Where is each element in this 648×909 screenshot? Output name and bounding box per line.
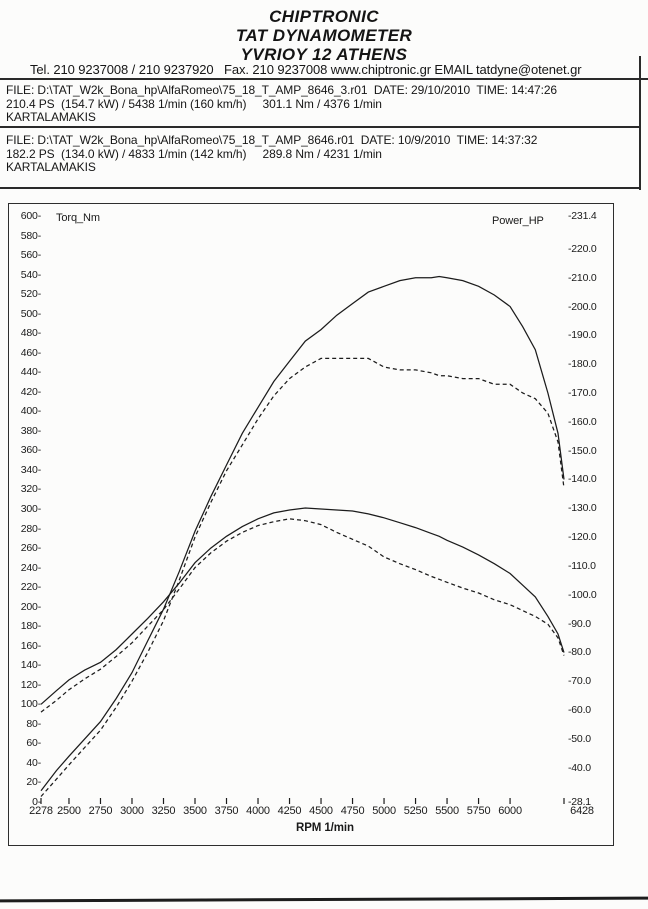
run1-result-line: 210.4 PS (154.7 kW) / 5438 1/min (160 km/h) 301.1 Nm / 4376 1/min [6, 97, 382, 111]
run2-operator: KARTALAMAKIS [6, 161, 96, 174]
y-left-tick-label: 420- [20, 385, 41, 398]
x-axis-tick-label: 3000 [120, 805, 144, 817]
x-axis-tick-label: 4250 [277, 805, 302, 817]
y-left-tick-label: 600- [20, 210, 41, 222]
torque-curve-dashed-run2 [41, 519, 564, 712]
y-left-tick-label: 280- [20, 522, 41, 535]
company-name: CHIPTRONIC [269, 7, 379, 26]
dyno-title: TAT DYNAMOMETER [235, 26, 413, 45]
y-left-tick-label: 480- [20, 327, 41, 340]
y-right-tick-label: -70.0 [568, 675, 591, 688]
y-left-tick-label: 320- [20, 483, 41, 496]
contact-line: Tel. 210 9237008 / 210 9237920 Fax. 210 9237008 www.chiptronic.gr EMAIL tatdyne@otenet.gr [30, 62, 582, 77]
x-axis-tick-label: 2500 [57, 805, 81, 817]
y-right-tick-label: -90.0 [568, 617, 591, 630]
y-right-tick-label: -160.0 [568, 415, 597, 428]
y-left-tick-label: 580- [20, 229, 41, 242]
x-axis-title: RPM 1/min [296, 822, 354, 834]
x-axis-tick-label: 6428 [570, 805, 594, 817]
y-right-tick-label: -200.0 [568, 300, 597, 313]
y-left-tick-label: 200- [20, 600, 41, 613]
y-left-tick-label: 300- [20, 503, 41, 515]
power-curve-dashed-run2 [41, 358, 564, 796]
x-axis-tick-label: 3750 [214, 805, 239, 817]
y-left-tick-label: 0- [32, 796, 41, 808]
y-left-tick-label: 260- [20, 542, 41, 555]
run1-operator: KARTALAMAKIS [6, 111, 96, 124]
y-right-tick-label: -120.0 [568, 531, 597, 544]
y-left-tick-label: 340- [20, 463, 41, 476]
y-right-tick-label: -150.0 [568, 444, 597, 457]
power-curve-solid-run1 [41, 277, 564, 791]
run2-result-line: 182.2 PS (134.0 kW) / 4833 1/min (142 km/h) 289.8 Nm / 4231 1/min [6, 147, 382, 161]
y-right-tick-label: -130.0 [568, 502, 597, 515]
y-left-tick-label: 540- [20, 268, 41, 281]
y-right-tick-label: -28.1 [568, 796, 591, 808]
y-left-tick-label: 60- [26, 737, 41, 750]
x-axis-tick-label: 5250 [403, 805, 428, 817]
run2-info-block [6, 134, 642, 175]
y-right-tick-label: -50.0 [568, 732, 591, 745]
y-left-tick-label: 40- [26, 756, 41, 769]
y-left-tick-label: 240- [20, 561, 41, 574]
run1-info-block [6, 84, 642, 125]
page-bottom-scan-line [0, 897, 648, 902]
divider-under-contact [0, 78, 648, 80]
y-left-tick-label: 500- [20, 307, 41, 320]
y-left-tick-label: 140- [20, 659, 41, 672]
x-axis-tick-label: 4500 [309, 805, 333, 817]
y-left-tick-label: 100- [20, 698, 41, 711]
y-right-tick-label: -210.0 [568, 271, 597, 284]
y-right-tick-label: -220.0 [568, 242, 597, 255]
x-axis-tick-label: 3250 [151, 805, 176, 817]
address-line: YVRIOY 12 ATHENS [240, 45, 408, 64]
y-left-tick-label: 80- [26, 717, 41, 730]
y-left-tick-label: 400- [20, 405, 41, 418]
y-right-tick-label: -231.4 [568, 210, 597, 222]
x-axis-tick-label: 5500 [435, 805, 459, 817]
x-axis-tick-label: 4000 [246, 805, 270, 817]
y-left-tick-label: 160- [20, 639, 41, 652]
chart-area [8, 203, 614, 846]
x-axis-tick-label: 5000 [372, 805, 396, 817]
y-right-tick-label: -80.0 [568, 646, 591, 659]
divider-under-run1 [0, 126, 641, 128]
x-axis-tick-label: 5750 [466, 805, 491, 817]
y-right-axis-title: Power_HP [492, 215, 544, 227]
y-left-tick-label: 380- [20, 424, 41, 437]
y-right-tick-label: -60.0 [568, 704, 591, 717]
y-left-tick-label: 220- [20, 581, 41, 594]
x-axis-tick-label: 2278 [29, 805, 53, 817]
y-right-tick-label: -180.0 [568, 358, 597, 371]
y-left-tick-label: 440- [20, 366, 41, 379]
x-axis-tick-label: 4750 [340, 805, 365, 817]
run2-file-line: FILE: D:\TAT_W2k_Bona_hp\AlfaRomeo\75_18_T_AMP_8646.r01 DATE: 10/9/2010 TIME: 14:37:32 [6, 134, 538, 147]
y-right-tick-label: -140.0 [568, 473, 597, 486]
y-left-tick-label: 460- [20, 346, 41, 359]
y-left-tick-label: 20- [26, 776, 41, 789]
divider-under-run2 [0, 187, 641, 189]
y-left-tick-label: 520- [20, 288, 41, 301]
y-right-tick-label: -100.0 [568, 588, 597, 601]
y-right-tick-label: -190.0 [568, 329, 597, 342]
x-axis-tick-label: 2750 [88, 805, 113, 817]
y-right-tick-label: -40.0 [568, 761, 591, 774]
y-left-tick-label: 180- [20, 620, 41, 633]
torque-curve-solid-run1 [41, 508, 564, 704]
y-left-tick-label: 560- [20, 249, 41, 262]
x-axis-tick-label: 3500 [183, 805, 207, 817]
x-axis-tick-label: 6000 [498, 805, 522, 817]
y-right-tick-label: -170.0 [568, 386, 597, 399]
y-right-tick-label: -110.0 [568, 559, 596, 572]
run1-file-line: FILE: D:\TAT_W2k_Bona_hp\AlfaRomeo\75_18_T_AMP_8646_3.r01 DATE: 29/10/2010 TIME: 14:47:26 [6, 84, 557, 97]
y-left-tick-label: 360- [20, 444, 41, 457]
y-left-axis-title: Torq_Nm [56, 212, 100, 224]
dyno-curves-plot [9, 204, 612, 844]
y-left-tick-label: 120- [20, 678, 41, 691]
